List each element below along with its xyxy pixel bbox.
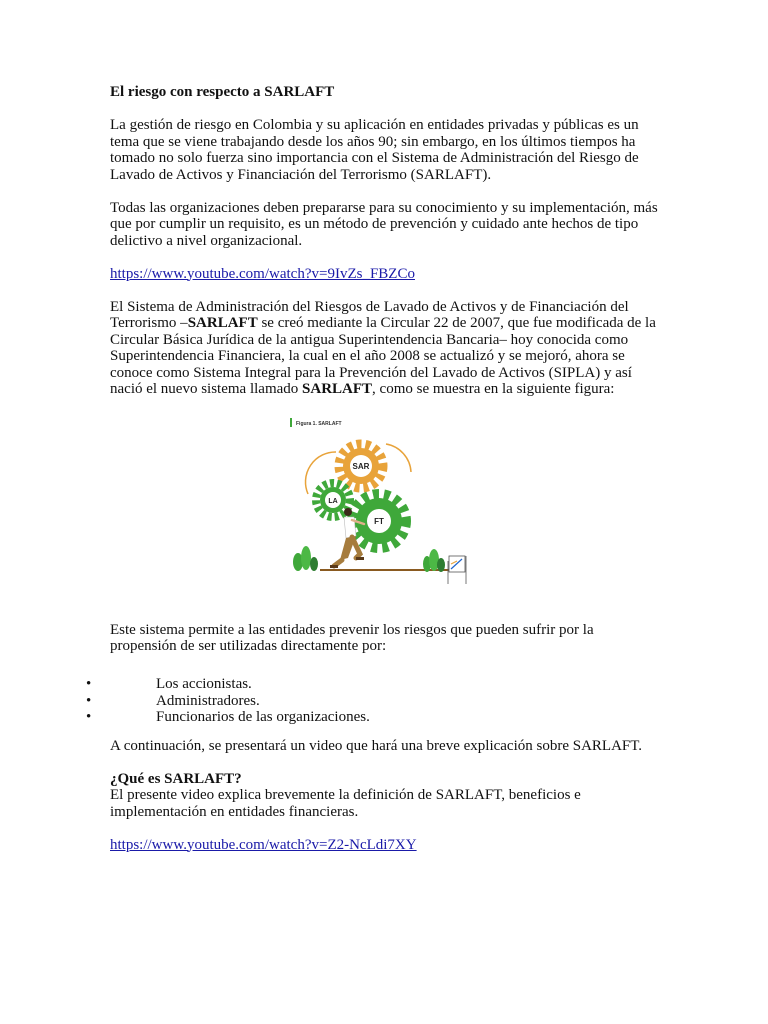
orbit-arc-right — [386, 444, 411, 472]
sarlaft-bold-2: SARLAFT — [302, 381, 373, 397]
plant-left-icon — [293, 546, 318, 571]
gear-label-ft: FT — [374, 516, 384, 526]
gear-sar — [339, 444, 383, 488]
list-item — [0, 709, 768, 726]
document-title: El riesgo con respecto a SARLAFT — [110, 84, 335, 100]
list-item-text: Funcionarios de las organizaciones. — [156, 709, 370, 725]
sarlaft-bold-1: SARLAFT — [187, 315, 258, 331]
bullet-icon: • — [86, 709, 92, 725]
caption-marker — [290, 418, 292, 427]
youtube-link-1[interactable]: https://www.youtube.com/watch?v=9IvZs_FBZCo — [110, 265, 415, 282]
youtube-link-2[interactable]: https://www.youtube.com/watch?v=Z2-NcLdi7XY — [110, 836, 417, 853]
history-text-3: , como se muestra en la siguiente figura: — [372, 381, 615, 397]
plant-right-icon — [423, 549, 445, 572]
section-subtitle: ¿Qué es SARLAFT? — [110, 770, 242, 787]
document-body — [110, 84, 662, 853]
gear-label-la: LA — [328, 497, 338, 505]
figure-caption: Figura 1. SARLAFT — [296, 420, 342, 427]
list-item-text: Administradores. — [156, 692, 260, 709]
bullet-icon: • — [86, 676, 92, 692]
list-item-text: Los accionistas. — [156, 676, 252, 692]
paragraph-intro: La gestión de riesgo en Colombia y su aplicación en entidades privadas y públicas es un tema que se viene trabajando desde los años 90; sin embargo, en los últimos tiempos ha tomado no solo fuerza sino importancia con el Sistema de Administración del Riesgo de Lavado de Activos y Financiación del Terrorismo (SARLAFT). — [110, 117, 639, 183]
paragraph-prevention: Este sistema permite a las entidades prevenir los riesgos que pueden sufrir por la propensión de ser utilizadas directamente por: — [110, 621, 594, 654]
easel-chart-icon — [448, 556, 466, 584]
paragraph-organizations: Todas las organizaciones deben prepararse para su conocimiento y su implementación, más que por cumplir un requisito, es un método de prevención y cuidado ante hechos de tipo delictivo a nivel organizacional. — [110, 199, 658, 249]
sarlaft-figure — [286, 414, 486, 594]
bullet-list — [0, 676, 768, 726]
gear-label-sar: SAR — [352, 461, 370, 471]
history-text-1: El Sistema de Administración del Riesgos de Lavado de Activos y de Financiación del Terrorismo – — [110, 298, 629, 331]
list-item — [0, 676, 768, 693]
paragraph-history — [110, 299, 662, 398]
history-text-2: se creó mediante la Circular 22 de 2007, que fue modificada de la Circular Básica Jurídica de la antigua Superintendencia Bancaria– hoy conocida como Superintendencia Financiera, la cual en el año 2008 se actualizó y se mejoró, ahora se conoce como Sistema Integral para la Prevención del Lavado de Activos (SIPLA) y así nació el nuevo sistema llamado — [110, 315, 656, 397]
paragraph-video-description: El presente video explica brevemente la definición de SARLAFT, beneficios e implementación en entidades financieras. — [110, 787, 581, 820]
bullet-icon: • — [86, 692, 92, 709]
list-item — [0, 693, 768, 710]
sarlaft-gears-illustration — [286, 414, 486, 594]
paragraph-video-intro: A continuación, se presentará un video que hará una breve explicación sobre SARLAFT. — [110, 737, 643, 754]
gear-ft — [352, 494, 406, 548]
